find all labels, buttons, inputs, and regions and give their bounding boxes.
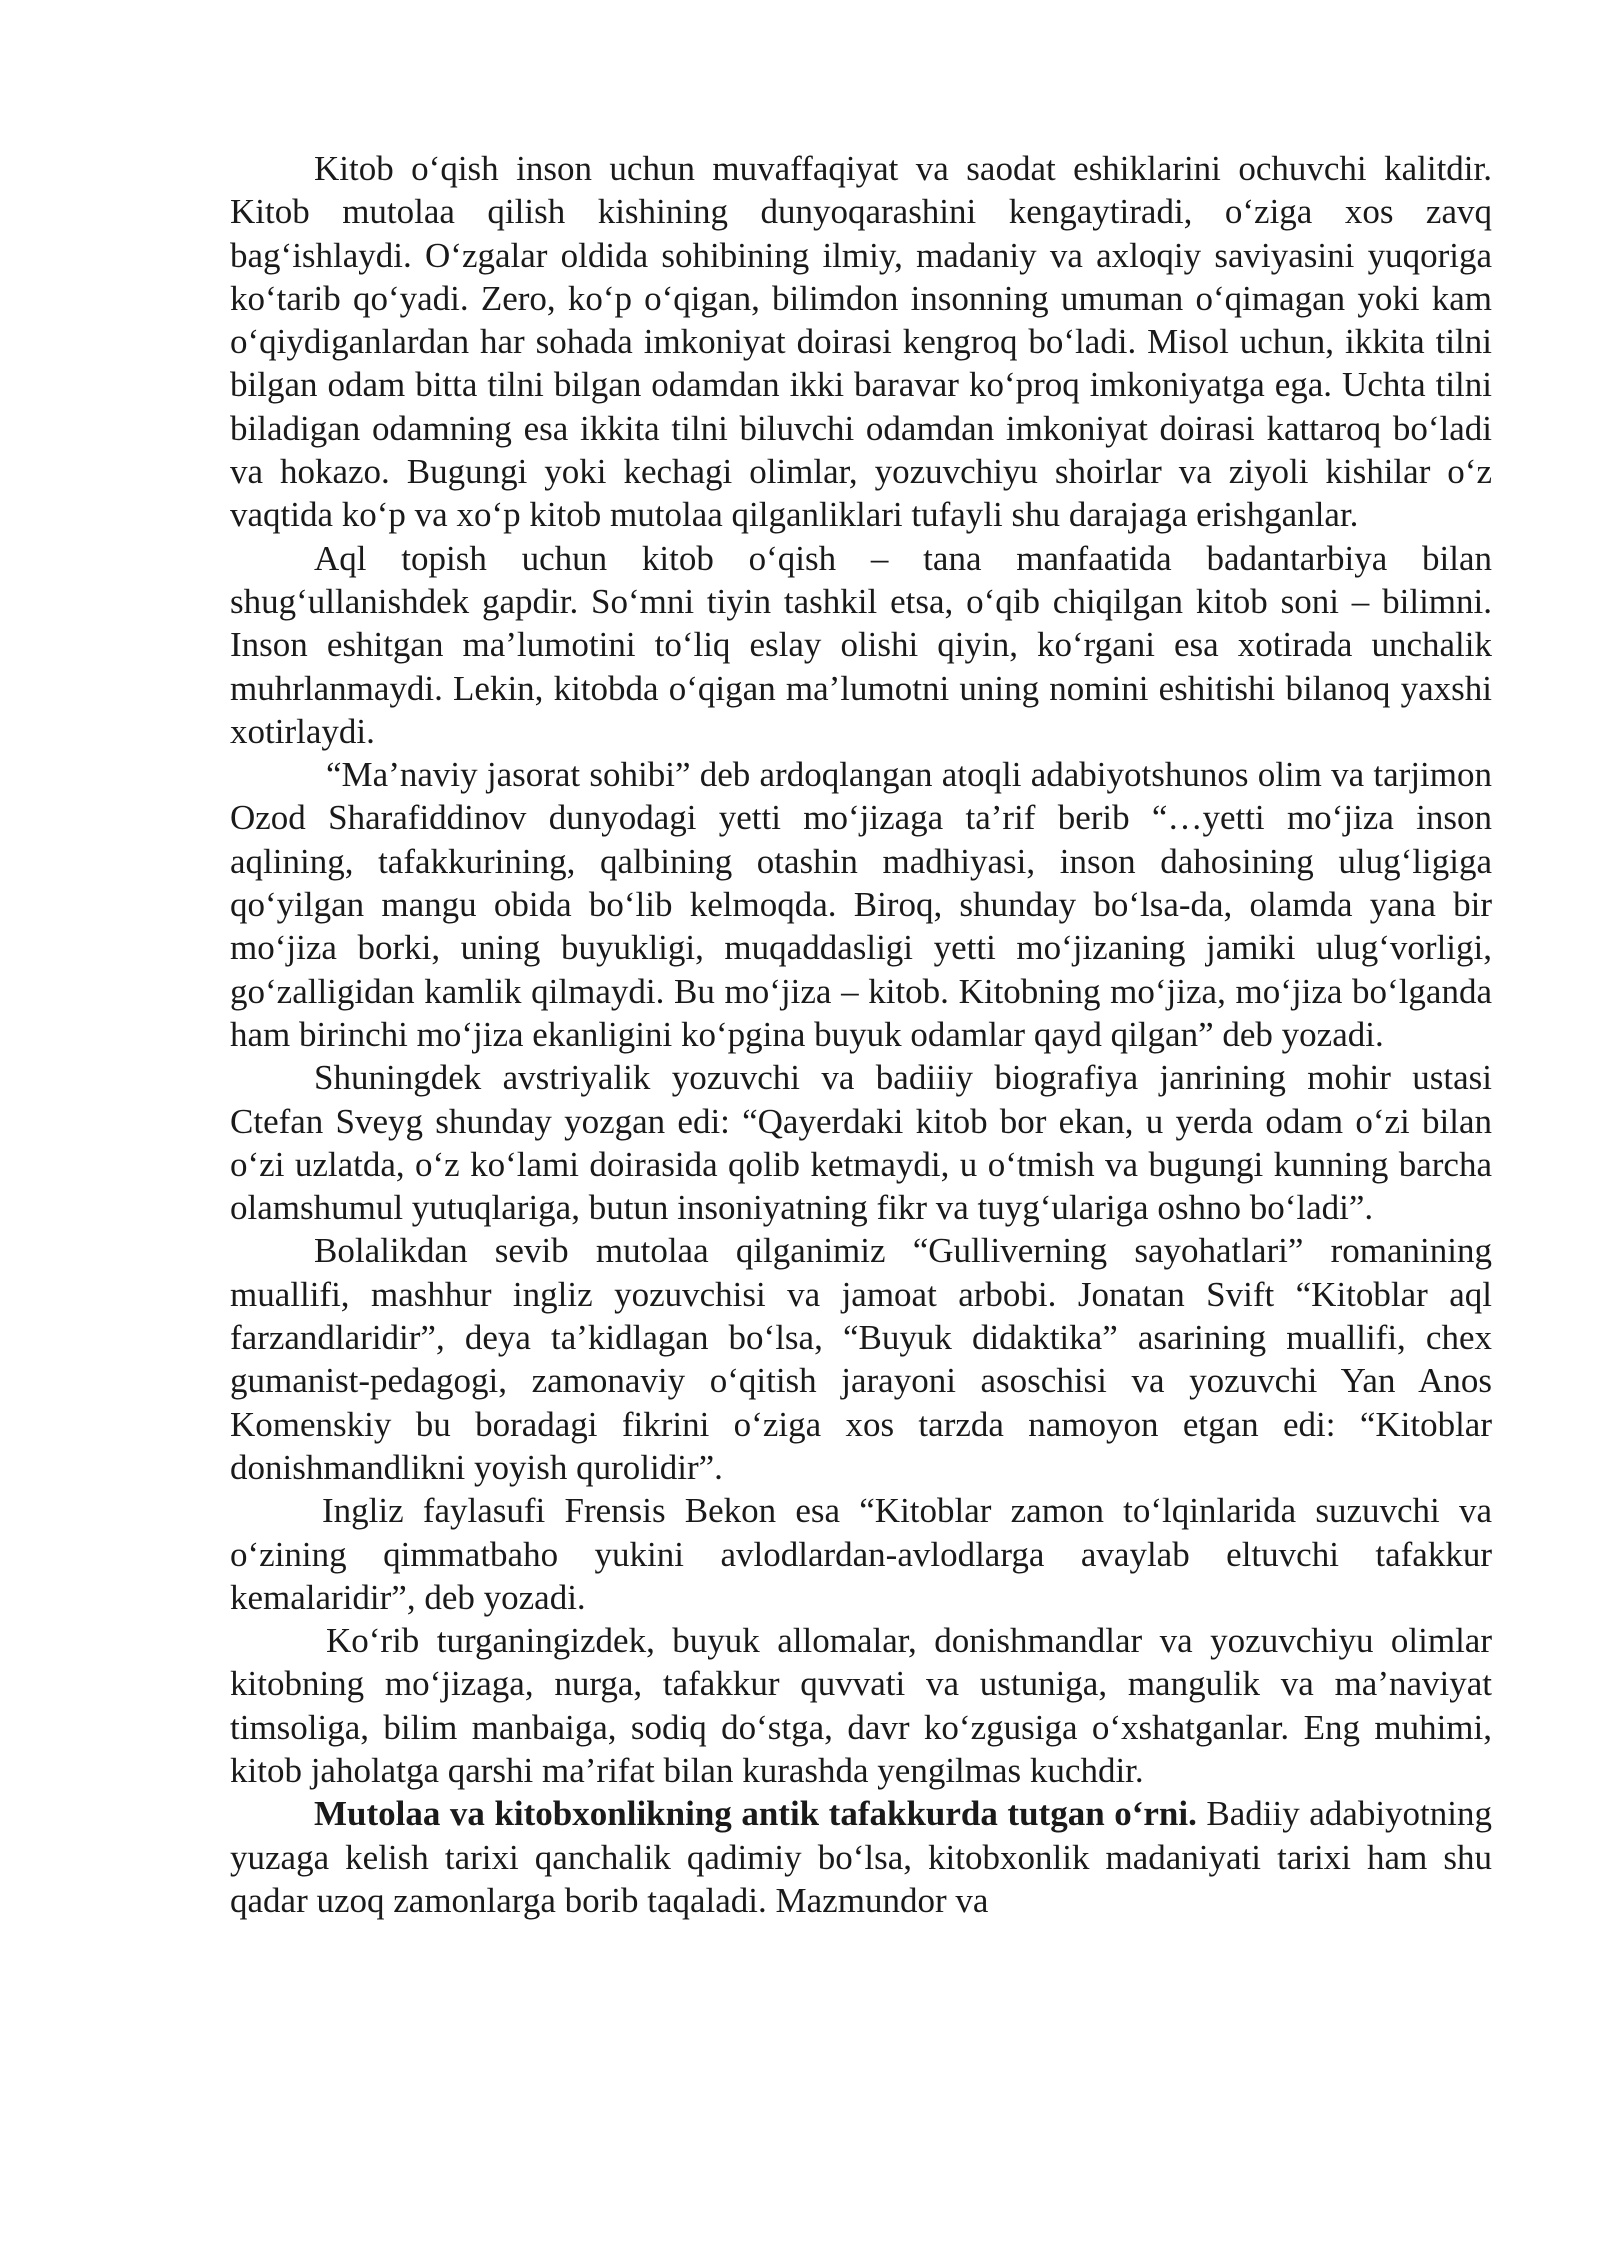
paragraph-7: Ko‘rib turganingizdek, buyuk allomalar, donishmandlar va yozuvchiyu olimlar kitobning mo‘jizaga, nurga, tafakkur quvvati va ustuniga, mangulik va ma’naviyat timsoliga, bilim manbaiga, sodiq do‘stga, davr ko‘zgusiga o‘xshatganlar. Eng muhimi, kitob jaholatga qarshi ma’rifat bilan kurashda yengilmas kuchdir.: [230, 1621, 1492, 1790]
section-heading: Mutolaa va kitobxonlikning antik tafakkurda tutgan o‘rni.: [314, 1794, 1197, 1834]
document-page: [230, 147, 1492, 1922]
paragraph-5: Bolalikdan sevib mutolaa qilganimiz “Gulliverning sayohatlari” romanining muallifi, mashhur ingliz yozuvchisi va jamoat arbobi. Jonatan Svift “Kitoblar aql farzandlaridir”, deya ta’kidlagan bo‘lsa, “Buyuk didaktika” asarining muallifi, chex gumanist-pedagogi, zamonaviy o‘qitish jarayoni asoschisi va yozuvchi Yan Anos Komenskiy bu boradagi fikrini o‘ziga xos tarzda namoyon etgan edi: “Kitoblar donishmandlikni yoyish qurolidir”.: [230, 1231, 1492, 1487]
paragraph-8-text: Badiiy adabiyotning yuzaga kelish tarixi qanchalik qadimiy bo‘lsa, kitobxonlik madaniyati tarixi ham shu qadar uzoq zamonlarga borib taqaladi. Mazmundor va: [230, 1794, 1492, 1920]
paragraph-1: Kitob o‘qish inson uchun muvaffaqiyat va saodat eshiklarini ochuvchi kalitdir. Kitob mutolaa qilish kishining dunyoqarashini kengaytiradi, o‘ziga xos zavq bag‘ishlaydi. O‘zgalar oldida sohibining ilmiy, madaniy va axloqiy saviyasini yuqoriga ko‘tarib qo‘yadi. Zero, ko‘p o‘qigan, bilimdon insonning umuman o‘qimagan yoki kam o‘qiydiganlardan har sohada imkoniyat doirasi kengroq bo‘ladi. Misol uchun, ikkita tilni bilgan odam bitta tilni bilgan odamdan ikki baravar ko‘proq imkoniyatga ega. Uchta tilni biladigan odamning esa ikkita tilni biluvchi odamdan imkoniyat doirasi kattaroq bo‘ladi va hokazo. Bugungi yoki kechagi olimlar, yozuvchiyu shoirlar va ziyoli kishilar o‘z vaqtida ko‘p va xo‘p kitob mutolaa qilganliklari tufayli shu darajaga erishganlar.: [230, 149, 1492, 535]
paragraph-8: [230, 1792, 1492, 1922]
paragraph-2: Aql topish uchun kitob o‘qish – tana manfaatida badantarbiya bilan shug‘ullanishdek gapdir. So‘mni tiyin tashkil etsa, o‘qib chiqilgan kitob soni – bilimni. Inson eshitgan ma’lumotini to‘liq eslay olishi qiyin, ko‘rgani esa xotirada unchalik muhrlanmaydi. Lekin, kitobda o‘qigan ma’lumotni uning nomini eshitishi bilanoq yaxshi xotirlaydi.: [230, 538, 1492, 751]
paragraph-3: “Ma’naviy jasorat sohibi” deb ardoqlangan atoqli adabiyotshunos olim va tarjimon Ozod Sharafiddinov dunyodagi yetti mo‘jizaga ta’rif berib “…yetti mo‘jiza inson aqlining, tafakkurining, qalbining otashin madhiyasi, inson dahosining ulug‘ligiga qo‘yilgan mangu obida bo‘lib kelmoqda. Biroq, shunday bo‘lsa-da, olamda yana bir mo‘jiza borki, uning buyukligi, muqaddasligi yetti mo‘jizaning jamiki ulug‘vorligi, go‘zalligidan kamlik qilmaydi. Bu mo‘jiza – kitob. Kitobning mo‘jiza, mo‘jiza bo‘lganda ham birinchi mo‘jiza ekanligini ko‘pgina buyuk odamlar qayd qilgan” deb yozadi.: [230, 755, 1492, 1054]
paragraph-6: Ingliz faylasufi Frensis Bekon esa “Kitoblar zamon to‘lqinlarida suzuvchi va o‘zining qimmatbaho yukini avlodlardan-avlodlarga avaylab eltuvchi tafakkur kemalaridir”, deb yozadi.: [230, 1491, 1492, 1617]
paragraph-4: Shuningdek avstriyalik yozuvchi va badiiiy biografiya janrining mohir ustasi Ctefan Sveyg shunday yozgan edi: “Qayerdaki kitob bor ekan, u yerda odam o‘zi bilan o‘zi uzlatda, o‘z ko‘lami doirasida qolib ketmaydi, u o‘tmish va bugungi kunning barcha olamshumul yutuqlariga, butun insoniyatning fikr va tuyg‘ulariga oshno bo‘ladi”.: [230, 1058, 1492, 1228]
